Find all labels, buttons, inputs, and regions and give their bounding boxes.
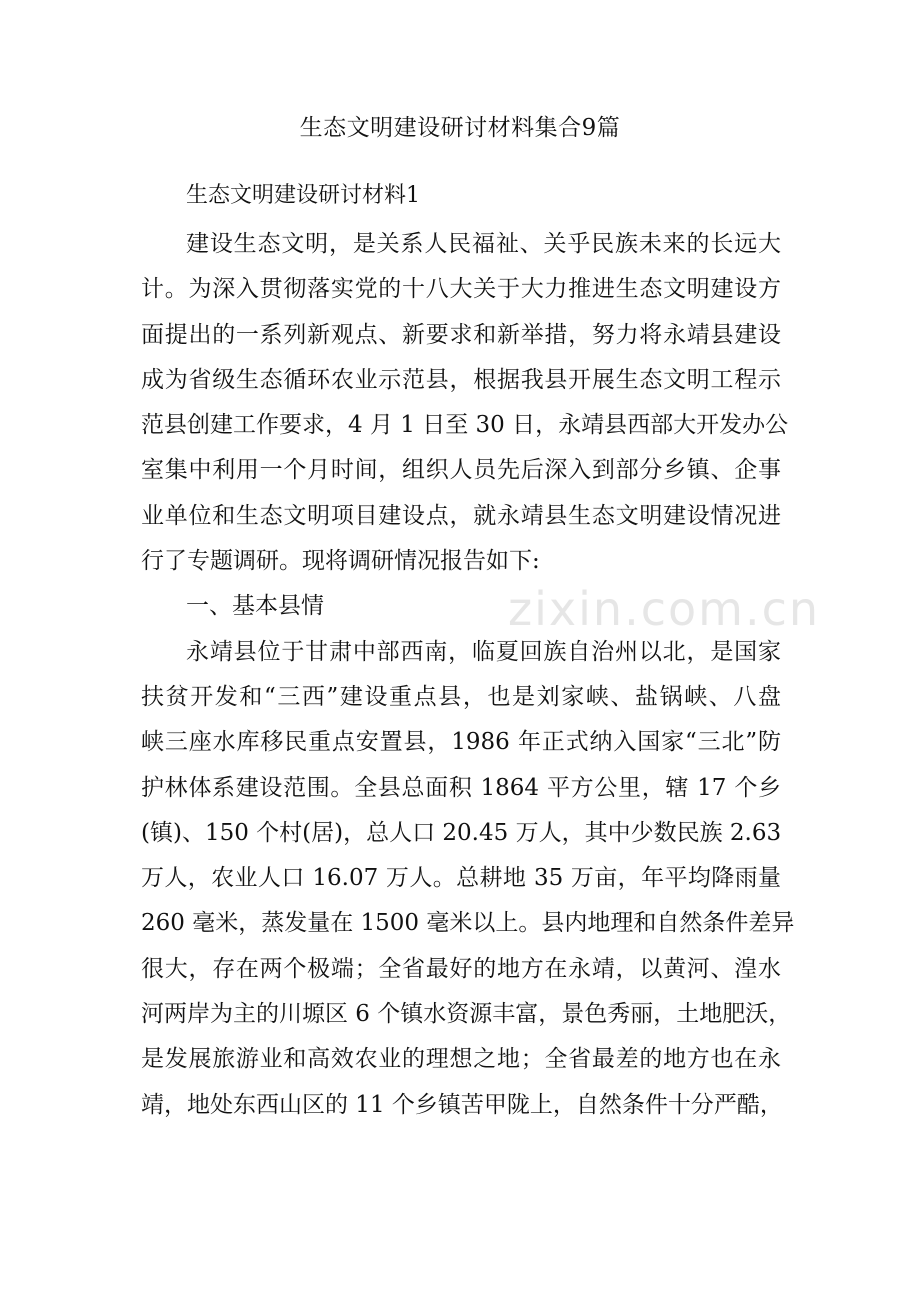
- document-title: 生态文明建设研讨材料集合9篇: [299, 115, 621, 141]
- text-line: 万人，农业人口 16.07 万人。总耕地 35 万亩，年平均降雨量: [141, 865, 781, 892]
- text-line: 峡三座水库移民重点安置县，1986 年正式纳入国家“三北”防: [141, 729, 781, 756]
- text-line: 很大，存在两个极端；全省最好的地方在永靖，以黄河、湟水: [141, 955, 781, 982]
- text-line: 成为省级生态循环农业示范县，根据我县开展生态文明工程示: [141, 366, 781, 393]
- text-line: 业单位和生态文明项目建设点，就永靖县生态文明建设情况进: [141, 502, 781, 529]
- text-line: 面提出的一系列新观点、新要求和新举措，努力将永靖县建设: [141, 321, 781, 348]
- text-line: 计。为深入贯彻落实党的十八大关于大力推进生态文明建设方: [141, 276, 781, 303]
- watermark: zixin.com.cn: [508, 582, 821, 636]
- text-line: 河两岸为主的川塬区 6 个镇水资源丰富，景色秀丽，土地肥沃，: [141, 1001, 792, 1028]
- text-line: 永靖县位于甘肃中部西南，临夏回族自治州以北，是国家: [186, 638, 781, 665]
- text-line: 范县创建工作要求，4 月 1 日至 30 日，永靖县西部大开发办公: [141, 412, 789, 439]
- text-line: 建设生态文明，是关系人民福祉、关乎民族未来的长远大: [186, 231, 781, 257]
- text-line: 一、基本县情: [186, 593, 324, 620]
- text-line: 靖，地处东西山区的 11 个乡镇苦甲陇上，自然条件十分严酷，: [141, 1091, 783, 1118]
- text-line: 是发展旅游业和高效农业的理想之地；全省最差的地方也在永: [141, 1046, 781, 1073]
- body-text: [141, 222, 795, 1128]
- text-line: 扶贫开发和“三西”建设重点县，也是刘家峡、盐锅峡、八盘: [141, 683, 781, 710]
- text-line: (镇)、150 个村(居)，总人口 20.45 万人，其中少数民族 2.63: [141, 819, 782, 846]
- text-line: 260 毫米，蒸发量在 1500 毫米以上。县内地理和自然条件差异: [141, 910, 795, 937]
- text-line: 行了专题调研。现将调研情况报告如下:: [141, 548, 540, 575]
- text-line: 护林体系建设范围。全县总面积 1864 平方公里，辖 17 个乡: [141, 774, 781, 801]
- text-line: 室集中利用一个月时间，组织人员先后深入到部分乡镇、企事: [141, 457, 781, 484]
- section-subtitle: 生态文明建设研讨材料1: [186, 183, 420, 208]
